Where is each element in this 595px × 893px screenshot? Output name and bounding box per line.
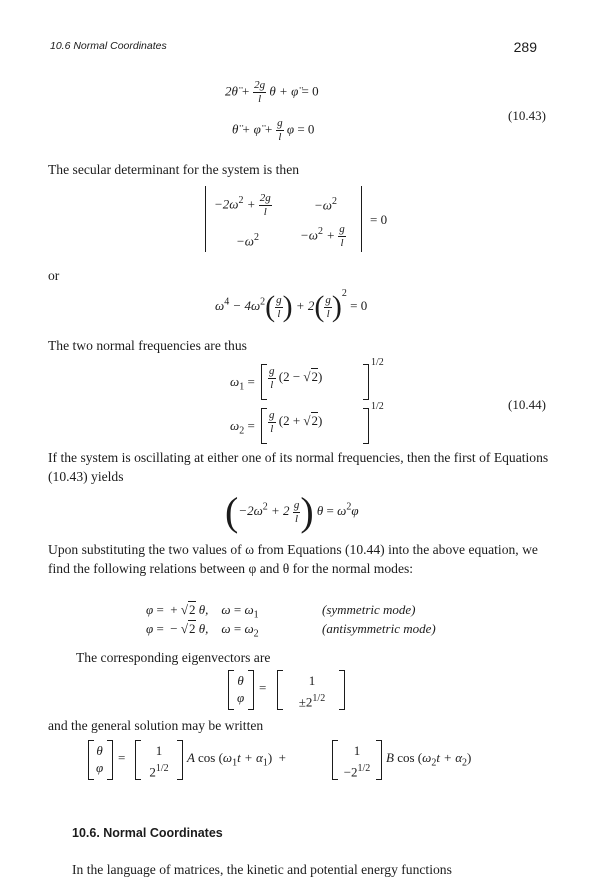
determinant-entry-22: $-\omega^2$ + $\frac{g}{l}$	[300, 223, 345, 249]
gs-equals: =	[118, 750, 126, 765]
section-heading: 10.6. Normal Coordinates	[72, 826, 223, 840]
gs-v2-vector: 1 $-2^{1/2}$	[343, 743, 371, 780]
mode-antisymmetric-equation: φ = − √2 θ, $\omega = \omega_2$	[146, 621, 259, 640]
omega2-bracket-left	[261, 408, 267, 444]
paragraph-matrices: In the language of matrices, the kinetic and potential energy functions	[72, 862, 452, 877]
determinant-entry-12: $-\omega^2$	[314, 196, 337, 213]
gs-term2: B $\cos (\omega_2t + \alpha_2)$	[386, 750, 472, 769]
eigen-equals: =	[259, 680, 267, 695]
page-number: 289	[513, 39, 537, 55]
gs-v2-bracket-close	[376, 740, 382, 780]
paragraph-or: or	[48, 268, 60, 283]
paragraph-substituting: Upon substituting the two values of ω from Equations (10.44) into the above equation, we find the following relations between φ and θ for the normal modes:	[48, 542, 538, 576]
gs-lhs-vector: θ φ	[96, 743, 104, 775]
equation-number-10-43: (10.43)	[508, 108, 546, 123]
eigen-right-vector: 1 $\pm 2^{1/2}$	[298, 673, 326, 710]
equation-mode-relation: ($-2\omega^2 + 2$ $\frac{g}{l}$ ) $\theta = \omega^2\varphi$	[225, 489, 359, 534]
gs-term1: A $\cos (\omega_1t + \alpha_1)$ +	[187, 750, 286, 769]
omega1-lhs: $\omega_1$ =	[230, 374, 255, 393]
gs-v1-vector: 1 $2^{1/2}$	[149, 743, 169, 780]
mode-symmetric-label: (symmetric mode)	[322, 602, 416, 617]
running-header: 10.6 Normal Coordinates	[50, 40, 167, 52]
eigen-right-bracket-close	[339, 670, 345, 710]
paragraph-oscillating: If the system is oscillating at either one of its normal frequencies, then the first of Equations (10.43) yields	[48, 450, 549, 484]
omega1-exponent: 1/2	[371, 357, 384, 368]
eigen-left-bracket-close	[248, 670, 254, 710]
omega2-bracket-right	[363, 408, 369, 444]
paragraph-secular-determinant: The secular determinant for the system is then	[48, 162, 300, 177]
mode-antisymmetric-label: (antisymmetric mode)	[322, 621, 436, 636]
paragraph-eigenvectors: The corresponding eigenvectors are	[76, 650, 271, 665]
paragraph-normal-frequencies: The two normal frequencies are thus	[48, 338, 247, 353]
equation-number-10-44: (10.44)	[508, 397, 546, 412]
determinant-right-bar	[361, 186, 362, 252]
gs-lhs-bracket-open	[88, 740, 94, 780]
omega2-lhs: $\omega_2$ =	[230, 418, 255, 437]
omega2-body: $\frac{g}{l}$ (2 + √2)	[269, 409, 323, 435]
determinant-entry-11: $-2\omega^2$ + $\frac{2g}{l}$	[214, 192, 271, 218]
equation-10-43-line1: 2θ̈ + $\frac{2g}{l}$ θ + φ̈ = 0	[225, 79, 319, 105]
omega1-bracket-right	[363, 364, 369, 400]
equation-characteristic: $\omega^4 - 4\omega^2$( $\frac{g}{l}$ ) + 2( $\frac{g}{l}$ )$^2$ = 0	[215, 288, 368, 324]
determinant-left-bar	[205, 186, 206, 252]
eigen-right-bracket-open	[277, 670, 283, 710]
equation-10-43-line2: θ̈ + φ̈ + $\frac{g}{l}$ φ = 0	[232, 117, 315, 143]
determinant-equals-zero: = 0	[370, 212, 388, 227]
paragraph-general-solution: and the general solution may be written	[48, 718, 264, 733]
omega1-bracket-left	[261, 364, 267, 400]
omega2-exponent: 1/2	[371, 401, 384, 412]
eigen-left-vector: θ φ	[237, 673, 245, 705]
eigen-left-bracket-open	[228, 670, 234, 710]
gs-lhs-bracket-close	[107, 740, 113, 780]
determinant-entry-21: $-\omega^2$	[236, 232, 259, 249]
omega1-body: $\frac{g}{l}$ (2 − √2)	[269, 365, 323, 391]
gs-v1-bracket-close	[177, 740, 183, 780]
mode-symmetric-equation: φ = + √2 θ, $\omega = \omega_1$	[146, 602, 259, 621]
